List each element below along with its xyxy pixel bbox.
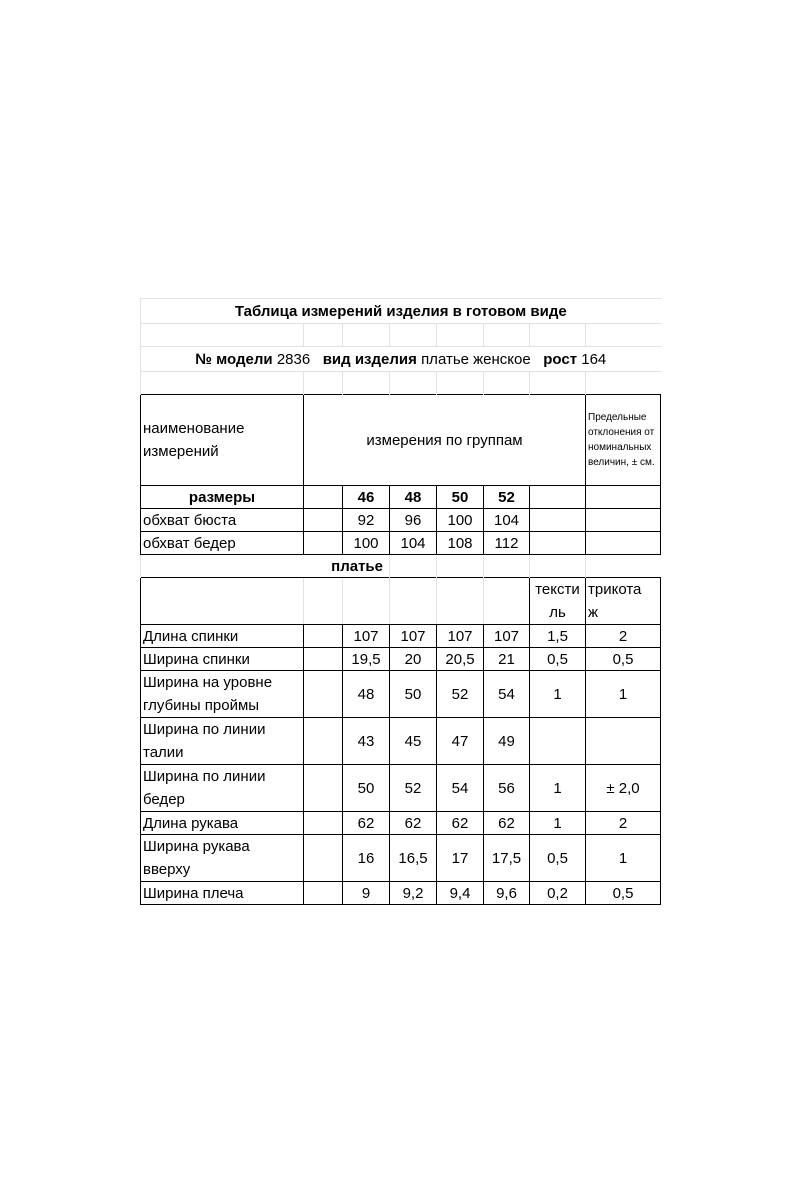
row-label: обхват бедер [141, 532, 304, 555]
cell-value: 17 [437, 835, 484, 882]
tolerance-textile: 1 [530, 671, 586, 718]
size-46: 46 [343, 486, 390, 509]
kind-value: платье женское [421, 350, 531, 368]
cell-value: 9,6 [484, 882, 530, 905]
cell-value: 20 [390, 648, 437, 671]
tolerance-knit-header: трикота ж [586, 578, 661, 625]
cell-value: 49 [484, 718, 530, 765]
cell-value: 43 [343, 718, 390, 765]
row-label: Длина спинки [141, 625, 304, 648]
kind-label: вид изделия [322, 350, 417, 368]
cell-value: 9,2 [390, 882, 437, 905]
cell-value: 107 [484, 625, 530, 648]
cell-value: 108 [437, 532, 484, 555]
height-value: 164 [581, 350, 607, 368]
table-row [141, 718, 661, 765]
cell-value: 50 [343, 765, 390, 812]
tolerance-textile: 1 [530, 812, 586, 835]
cell-value: 92 [343, 509, 390, 532]
cell-value: 100 [343, 532, 390, 555]
cell-value: 62 [484, 812, 530, 835]
cell-value: 21 [484, 648, 530, 671]
table-row [141, 509, 661, 532]
size-50: 50 [437, 486, 484, 509]
cell-value: 9,4 [437, 882, 484, 905]
cell-value: 56 [484, 765, 530, 812]
header-name-line2: измерений [143, 443, 219, 460]
cell-value: 16,5 [390, 835, 437, 882]
tolerance-knit: 1 [586, 671, 661, 718]
blank-row [141, 324, 661, 347]
model-label: № модели [195, 350, 273, 368]
table-row [141, 765, 661, 812]
cell-value: 52 [437, 671, 484, 718]
sizes-row [141, 486, 661, 509]
cell-value: 107 [437, 625, 484, 648]
table-row [141, 882, 661, 905]
cell-value: 16 [343, 835, 390, 882]
cell-value: 17,5 [484, 835, 530, 882]
row-label: Ширина плеча [141, 882, 304, 905]
tolerance-textile-header: тексти ль [530, 578, 586, 625]
tolerance-knit: 2 [586, 812, 661, 835]
model-value: 2836 [276, 350, 311, 368]
cell-value: 19,5 [343, 648, 390, 671]
cell-value: 100 [437, 509, 484, 532]
row-label: Ширина по линии бедер [141, 765, 304, 812]
cell-value: 9 [343, 882, 390, 905]
cell-value: 47 [437, 718, 484, 765]
header-row [141, 395, 661, 486]
tolerance-textile: 1 [530, 765, 586, 812]
header-tolerance-cell: Предельные отклонения от номинальных величин, ± см. [586, 395, 661, 486]
header-name-cell [141, 395, 304, 486]
model-info [141, 347, 661, 372]
row-label: обхват бюста [141, 509, 304, 532]
tolerance-textile: 0,5 [530, 648, 586, 671]
tolerance-knit: 1 [586, 835, 661, 882]
cell-value: 20,5 [437, 648, 484, 671]
table-row [141, 648, 661, 671]
table-row [141, 532, 661, 555]
cell-value: 107 [343, 625, 390, 648]
tolerance-subheader-row [141, 578, 661, 625]
title-row [141, 299, 661, 324]
tolerance-knit: 0,5 [586, 882, 661, 905]
size-48: 48 [390, 486, 437, 509]
section-row [141, 555, 661, 578]
row-label: Ширина по линии талии [141, 718, 304, 765]
table-row [141, 835, 661, 882]
row-label: Ширина рукава вверху [141, 835, 304, 882]
cell-value: 62 [390, 812, 437, 835]
row-label: Ширина спинки [141, 648, 304, 671]
cell-value: 104 [484, 509, 530, 532]
tolerance-knit: 2 [586, 625, 661, 648]
table-row [141, 671, 661, 718]
cell-value: 54 [437, 765, 484, 812]
cell-value: 54 [484, 671, 530, 718]
cell-value: 52 [390, 765, 437, 812]
height-label: рост [543, 350, 578, 368]
tolerance-knit: ± 2,0 [586, 765, 661, 812]
tolerance-textile: 1,5 [530, 625, 586, 648]
table-row [141, 625, 661, 648]
row-label: Длина рукава [141, 812, 304, 835]
sizes-label: размеры [141, 486, 304, 509]
tolerance-knit: 0,5 [586, 648, 661, 671]
measurement-sheet [140, 298, 660, 905]
table-row [141, 812, 661, 835]
cell-value: 45 [390, 718, 437, 765]
measurement-table [140, 298, 661, 905]
cell-value: 107 [390, 625, 437, 648]
section-label: платье [141, 555, 390, 578]
cell-value: 48 [343, 671, 390, 718]
blank-row [141, 372, 661, 395]
header-name-line1: наименование [143, 420, 245, 437]
cell-value: 96 [390, 509, 437, 532]
header-groups-cell: измерения по группам [304, 395, 586, 486]
cell-value: 62 [437, 812, 484, 835]
tolerance-knit [586, 718, 661, 765]
cell-value: 62 [343, 812, 390, 835]
cell-value: 50 [390, 671, 437, 718]
size-52: 52 [484, 486, 530, 509]
tolerance-textile: 0,5 [530, 835, 586, 882]
table-title: Таблица измерений изделия в готовом виде [141, 299, 661, 324]
tolerance-textile: 0,2 [530, 882, 586, 905]
cell-value: 104 [390, 532, 437, 555]
model-info-row [141, 347, 661, 372]
row-label: Ширина на уровне глубины проймы [141, 671, 304, 718]
cell-value: 112 [484, 532, 530, 555]
tolerance-textile [530, 718, 586, 765]
